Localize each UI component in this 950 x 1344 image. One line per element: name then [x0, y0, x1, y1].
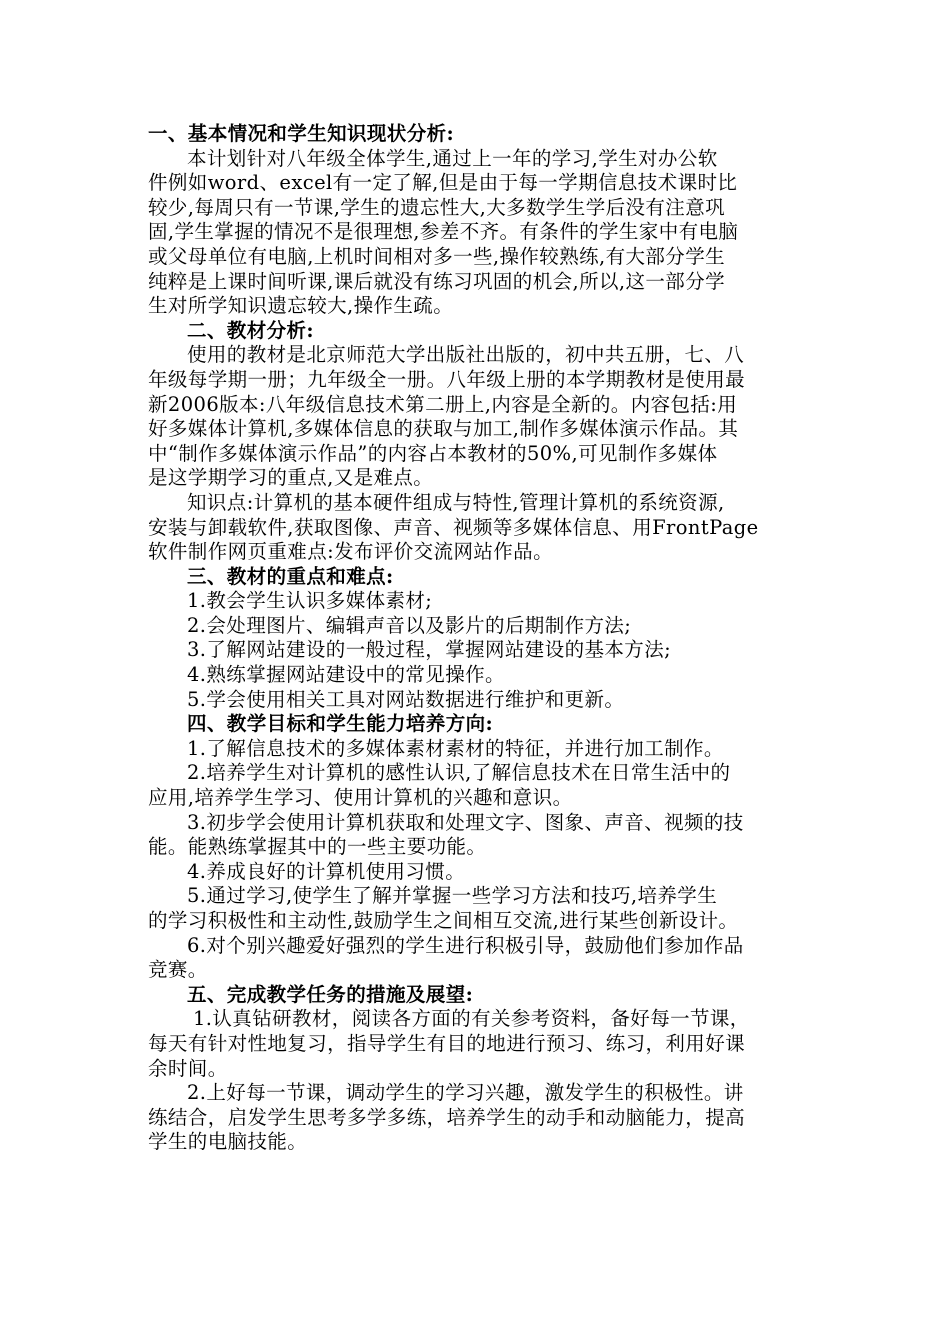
- list-item: 2.培养学生对计算机的感性认识,了解信息技术在日常生活中的: [187, 761, 731, 785]
- paragraph-line: 好多媒体计算机,多媒体信息的获取与加工,制作多媒体演示作品。其: [148, 417, 739, 441]
- paragraph-line: 是这学期学习的重点,又是难点。: [148, 466, 434, 490]
- list-item: 5.通过学习,使学生了解并掌握一些学习方法和技巧,培养学生: [187, 884, 718, 908]
- list-item: 4.熟练掌握网站建设中的常见操作。: [187, 663, 505, 687]
- list-item: 1.教会学生认识多媒体素材;: [187, 589, 433, 613]
- paragraph-line: 生对所学知识遗忘较大,操作生疏。: [148, 294, 454, 318]
- paragraph-line: 的学习积极性和主动性,鼓励学生之间相互交流,进行某些创新设计。: [148, 909, 739, 932]
- paragraph-line: 使用的教材是北京师范大学出版社出版的，初中共五册，七、八: [187, 343, 745, 367]
- paragraph-line: 余时间。: [148, 1056, 228, 1080]
- list-item: 1.认真钻研教材，阅读各方面的有关参考资料，备好每一节课，: [193, 1007, 750, 1031]
- section-heading-4: 四、教学目标和学生能力培养方向:: [187, 712, 494, 736]
- section-heading-3: 三、教材的重点和难点:: [187, 564, 394, 588]
- paragraph-line: 能。能熟练掌握其中的一些主要功能。: [148, 835, 487, 859]
- list-item: 2.上好每一节课，调动学生的学习兴趣，激发学生的积极性。讲: [187, 1081, 744, 1105]
- list-item: 3.了解网站建设的一般过程，掌握网站建设的基本方法;: [187, 638, 672, 662]
- document-page: [148, 122, 806, 1155]
- list-item: 1.了解信息技术的多媒体素材素材的特征，并进行加工制作。: [187, 736, 724, 760]
- paragraph-line: 新2006版本:八年级信息技术第二册上,内容是全新的。内容包括:用: [148, 392, 738, 416]
- section-heading-5: 五、完成教学任务的措施及展望:: [187, 982, 474, 1006]
- paragraph-line: 安装与卸载软件,获取图像、声音、视频等多媒体信息、用FrontPage: [148, 515, 759, 539]
- paragraph-line: 练结合，启发学生思考多学多练，培养学生的动手和动脑能力，提高: [148, 1105, 746, 1129]
- list-item: 6.对个别兴趣爱好强烈的学生进行积极引导，鼓励他们参加作品: [187, 933, 744, 957]
- paragraph-line: 件例如word、excel有一定了解,但是由于每一学期信息技术课时比: [148, 171, 738, 195]
- paragraph-line: 每天有针对性地复习，指导学生有目的地进行预习、练习，利用好课: [148, 1031, 746, 1055]
- paragraph-line: 较少,每周只有一节课,学生的遗忘性大,大多数学生学后没有注意巩: [148, 195, 725, 219]
- list-item: 2.会处理图片、编辑声音以及影片的后期制作方法;: [187, 613, 632, 637]
- paragraph-line: 固,学生掌握的情况不是很理想,参差不齐。有条件的学生家中有电脑: [148, 220, 739, 244]
- paragraph-line: 本计划针对八年级全体学生,通过上一年的学习,学生对办公软: [187, 146, 718, 170]
- paragraph-line: 学生的电脑技能。: [148, 1130, 308, 1154]
- list-item: 3.初步学会使用计算机获取和处理文字、图象、声音、视频的技: [187, 810, 744, 834]
- list-item: 5.学会使用相关工具对网站数据进行维护和更新。: [187, 687, 625, 711]
- paragraph-line: 纯粹是上课时间听课,课后就没有练习巩固的机会,所以,这一部分学: [148, 269, 725, 293]
- paragraph-line: 中“制作多媒体演示作品”的内容占本教材的50%,可见制作多媒体: [148, 441, 718, 465]
- paragraph-line: 软件制作网页重难点:发布评价交流网站作品。: [148, 540, 553, 564]
- paragraph-line: 知识点:计算机的基本硬件组成与特性,管理计算机的系统资源,: [187, 490, 725, 514]
- paragraph-line: 年级每学期一册；九年级全一册。八年级上册的本学期教材是使用最: [148, 367, 746, 391]
- paragraph-line: 竞赛。: [148, 958, 208, 982]
- list-item: 4.养成良好的计算机使用习惯。: [187, 859, 466, 883]
- section-heading-1: 一、基本情况和学生知识现状分析:: [148, 122, 455, 145]
- section-heading-2: 二、教材分析:: [187, 318, 314, 342]
- paragraph-line: 应用,培养学生学习、使用计算机的兴趣和意识。: [148, 786, 573, 810]
- paragraph-line: 或父母单位有电脑,上机时间相对多一些,操作较熟练,有大部分学生: [148, 244, 725, 268]
